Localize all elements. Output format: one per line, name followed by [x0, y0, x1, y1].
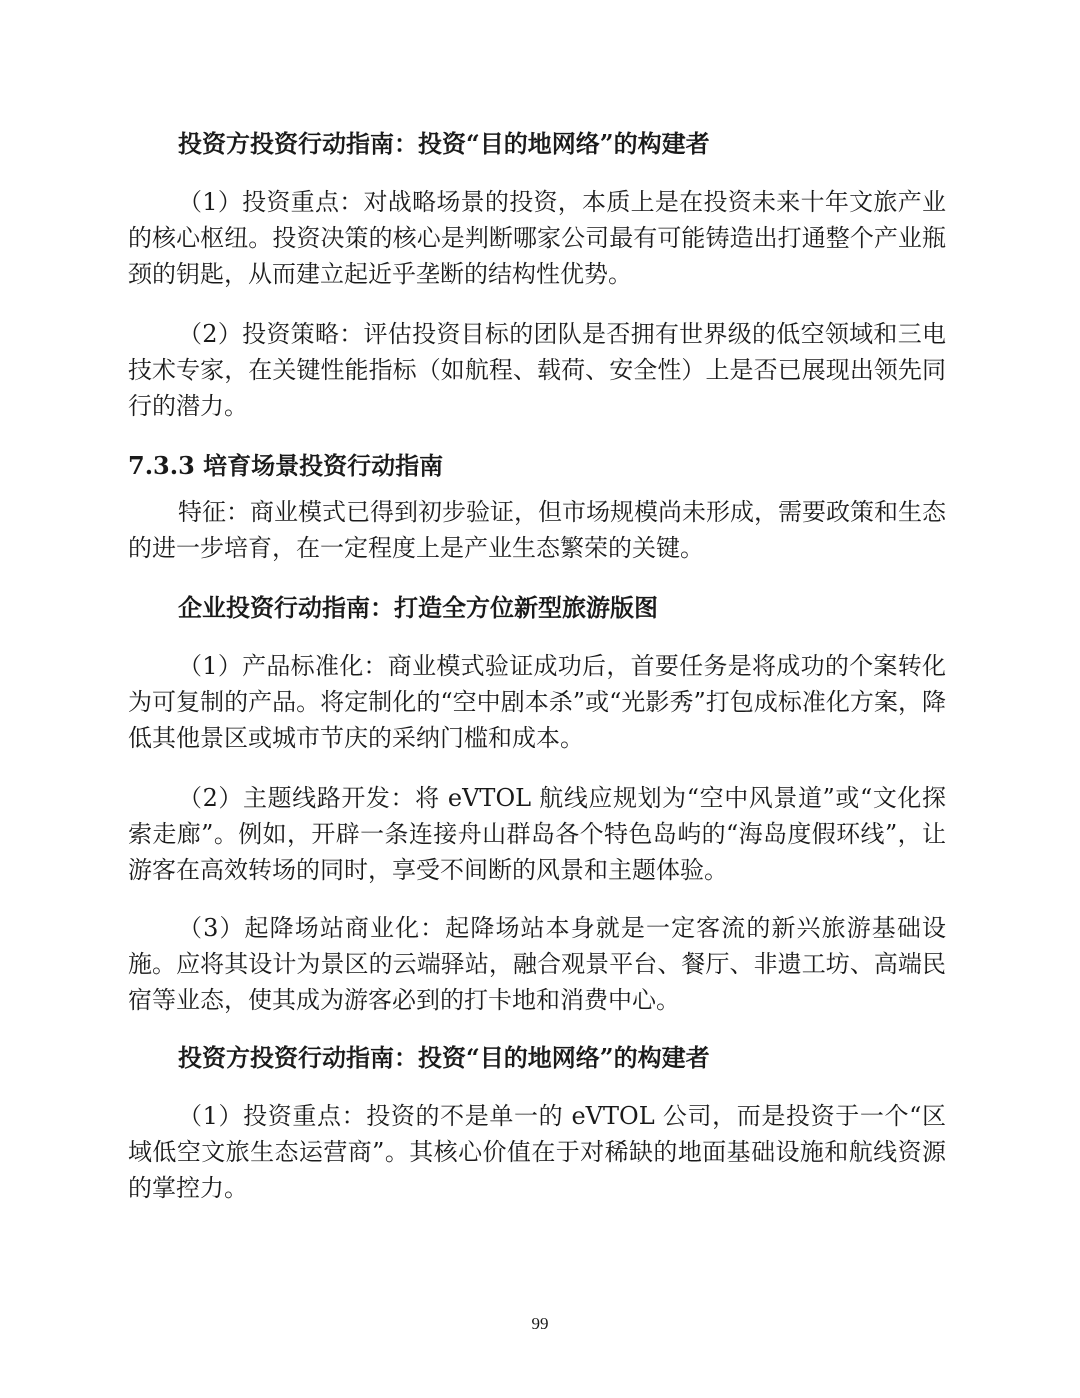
product-standardization-paragraph: （1）产品标准化：商业模式验证成功后，首要任务是将成功的个案转化为可复制的产品。将定制化的“空中剧本杀”或“光影秀”打包成标准化方案，降低其他景区或城市节庆的采纳门槛和成本。	[128, 652, 946, 752]
theme-route-paragraph: （2）主题线路开发：将 eVTOL 航线应规划为“空中风景道”或“文化探索走廊”。例如，开辟一条连接舟山群岛各个特色岛屿的“海岛度假环线”，让游客在高效转场的同时，享受不间断的风景和主题体验。	[128, 784, 946, 884]
section-heading-7-3-3: 7.3.3 培育场景投资行动指南	[128, 451, 444, 480]
page-number: 99	[531, 1314, 549, 1333]
features-paragraph: 特征：商业模式已得到初步验证，但市场规模尚未形成，需要政策和生态的进一步培育，在一定程度上是产业生态繁荣的关键。	[128, 498, 946, 562]
vertiport-commercialization-paragraph: （3）起降场站商业化：起降场站本身就是一定客流的新兴旅游基础设施。应将其设计为景区的云端驿站，融合观景平台、餐厅、非遗工坊、高端民宿等业态，使其成为游客必到的打卡地和消费中心。	[128, 914, 946, 1014]
investor-guide-heading: 投资方投资行动指南：投资“目的地网络”的构建者	[178, 129, 710, 158]
investor-guide-heading-2: 投资方投资行动指南：投资“目的地网络”的构建者	[178, 1043, 710, 1072]
investment-strategy-paragraph: （2）投资策略：评估投资目标的团队是否拥有世界级的低空领域和三电技术专家，在关键性能指标（如航程、载荷、安全性）上是否已展现出领先同行的潜力。	[128, 320, 946, 420]
investment-focus-paragraph-2: （1）投资重点：投资的不是单一的 eVTOL 公司，而是投资于一个“区域低空文旅生态运营商”。其核心价值在于对稀缺的地面基础设施和航线资源的掌控力。	[128, 1102, 946, 1202]
investment-focus-paragraph: （1）投资重点：对战略场景的投资，本质上是在投资未来十年文旅产业的核心枢纽。投资决策的核心是判断哪家公司最有可能铸造出打通整个产业瓶颈的钥匙，从而建立起近乎垄断的结构性优势。	[128, 188, 946, 288]
enterprise-guide-heading: 企业投资行动指南：打造全方位新型旅游版图	[178, 593, 658, 622]
